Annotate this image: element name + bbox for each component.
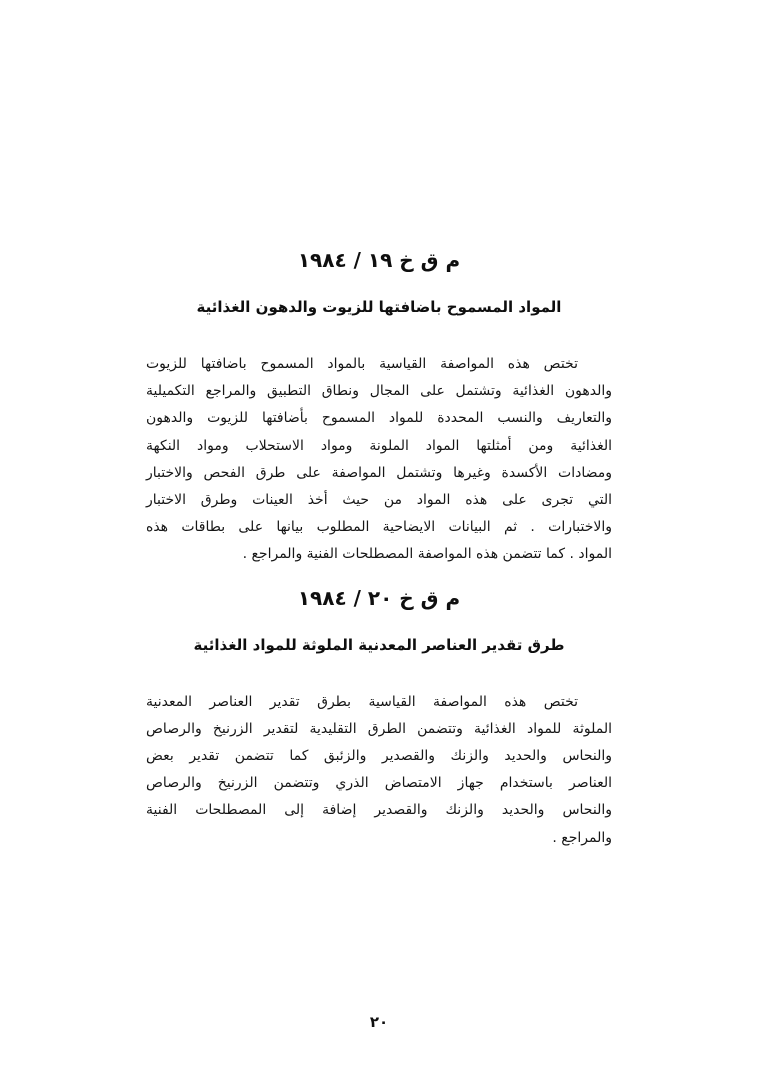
standard-description	[146, 689, 612, 852]
paragraph-line: والتعاريف والنسب المحددة للمواد المسموح بأضافتها للزيوت والدهون	[146, 410, 612, 427]
paragraph-line: تختص هذه المواصفة القياسية بطرق تقدير العناصر المعدنية	[146, 693, 578, 710]
text-block	[146, 246, 612, 867]
standard-section-1	[146, 246, 612, 569]
standard-section-2	[146, 584, 612, 852]
standard-code-heading: م ق خ ٢٠ / ١٩٨٤	[297, 585, 461, 610]
standard-code-heading: م ق خ ١٩ / ١٩٨٤	[297, 248, 461, 272]
paragraph-line: العناصر باستخدام جهاز الامتصاض الذري وتتضمن الزرنيخ والرصاص	[146, 775, 612, 792]
standard-title: طرق تقدير العناصر المعدنية الملوثة للمواد الغذائية	[193, 635, 565, 654]
paragraph-line: الغذائية ومن أمثلتها المواد الملونة ومواد الاستحلاب ومواد النكهة	[146, 437, 612, 454]
paragraph-line: والاختبارات . ثم البيانات الايضاحية المطلوب بيانها على بطاقات هذه	[146, 519, 612, 536]
paragraph-line: والدهون الغذائية وتشتمل على المجال ونطاق التطبيق والمراجع التكميلية	[146, 383, 612, 400]
paragraph-line: الملوثة للمواد الغذائية وتتضمن الطرق التقليدية لتقدير الزرنيخ والرصاص	[146, 720, 612, 737]
standard-description	[146, 351, 612, 569]
paragraph-line: والمراجع .	[552, 829, 612, 846]
page-number: ٢٠	[369, 1013, 389, 1031]
paragraph-line: التي تجرى على هذه المواد من حيث أخذ العينات وطرق الاختبار	[146, 492, 612, 509]
paragraph-line: والنحاس والحديد والزنك والقصدير والزئبق كما تتضمن تقدير بعض	[146, 748, 612, 765]
paragraph-line: ومضادات الأكسدة وغيرها وتشتمل المواصفة على طرق الفحص والاختبار	[146, 464, 612, 481]
paragraph-line: والنحاس والحديد والزنك والقصدير إضافة إلى المصطلحات الفنية	[146, 802, 612, 819]
standard-title: المواد المسموح باضافتها للزيوت والدهون الغذائية	[196, 298, 562, 316]
paragraph-line: تختص هذه المواصفة القياسية بالمواد المسموح باضافتها للزيوت	[146, 356, 578, 372]
paragraph-line: المواد . كما تتضمن هذه المواصفة المصطلحات الفنية والمراجع .	[242, 546, 612, 563]
